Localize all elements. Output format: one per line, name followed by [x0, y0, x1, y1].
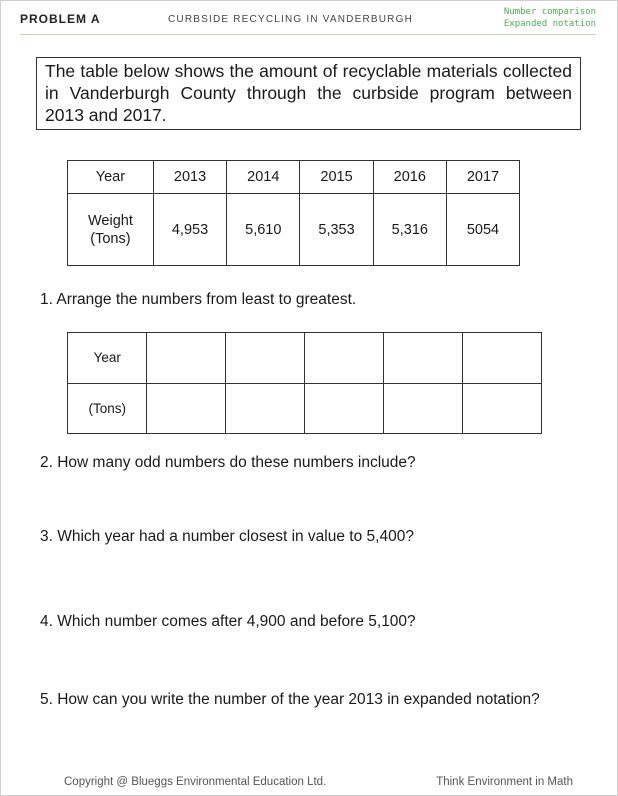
weight-cell: 5,610	[227, 194, 300, 266]
year-cell: 2017	[446, 161, 519, 194]
row-header-year: Year	[68, 161, 154, 194]
answer-row-tons	[68, 383, 542, 434]
answer-cell[interactable]	[226, 383, 305, 434]
answer-cell[interactable]	[463, 333, 542, 384]
year-cell: 2014	[227, 161, 300, 194]
data-table	[67, 160, 520, 266]
question-3: 3. Which year had a number closest in value to 5,400?	[40, 528, 414, 545]
table-row-year	[68, 161, 520, 194]
weight-cell: 5,316	[373, 194, 446, 266]
topic-tag-1: Number comparison	[503, 7, 596, 17]
question-5: 5. How can you write the number of the year 2013 in expanded notation?	[40, 691, 540, 708]
answer-cell[interactable]	[226, 333, 305, 384]
answer-cell[interactable]	[463, 383, 542, 434]
answer-cell[interactable]	[305, 383, 384, 434]
footer-tagline: Think Environment in Math	[436, 776, 573, 788]
footer-copyright: Copyright @ Bluеggs Environmental Education Ltd.	[64, 776, 327, 788]
answer-row-header-year: Year	[68, 333, 147, 384]
year-cell: 2016	[373, 161, 446, 194]
row-header-weight: Weight (Tons)	[68, 194, 154, 266]
table-row-weight	[68, 194, 520, 266]
weight-cell: 5054	[446, 194, 519, 266]
year-cell: 2013	[153, 161, 226, 194]
answer-table	[67, 332, 542, 434]
topic-tags	[504, 6, 596, 30]
question-1: 1. Arrange the numbers from least to greatest.	[40, 291, 357, 308]
answer-cell[interactable]	[147, 333, 226, 384]
answer-cell[interactable]	[305, 333, 384, 384]
answer-cell[interactable]	[147, 383, 226, 434]
question-4: 4. Which number comes after 4,900 and before 5,100?	[40, 613, 416, 630]
problem-label: PROBLEM A	[20, 12, 101, 26]
header-divider	[20, 34, 596, 35]
year-cell: 2015	[300, 161, 373, 194]
weight-cell: 5,353	[300, 194, 373, 266]
answer-cell[interactable]	[384, 333, 463, 384]
question-2: 2. How many odd numbers do these numbers include?	[40, 454, 416, 471]
intro-box: The table below shows the amount of recyclable materials collected in Vanderburgh County through the curbside program between 2013 and 2017.	[36, 57, 581, 130]
weight-cell: 4,953	[153, 194, 226, 266]
answer-row-year	[68, 333, 542, 384]
answer-cell[interactable]	[384, 383, 463, 434]
worksheet-title: CURBSIDE RECYCLING IN VANDERBURGH	[168, 14, 414, 25]
answer-row-header-tons: (Tons)	[68, 383, 147, 434]
topic-tag-2: Expanded notation	[503, 19, 596, 29]
